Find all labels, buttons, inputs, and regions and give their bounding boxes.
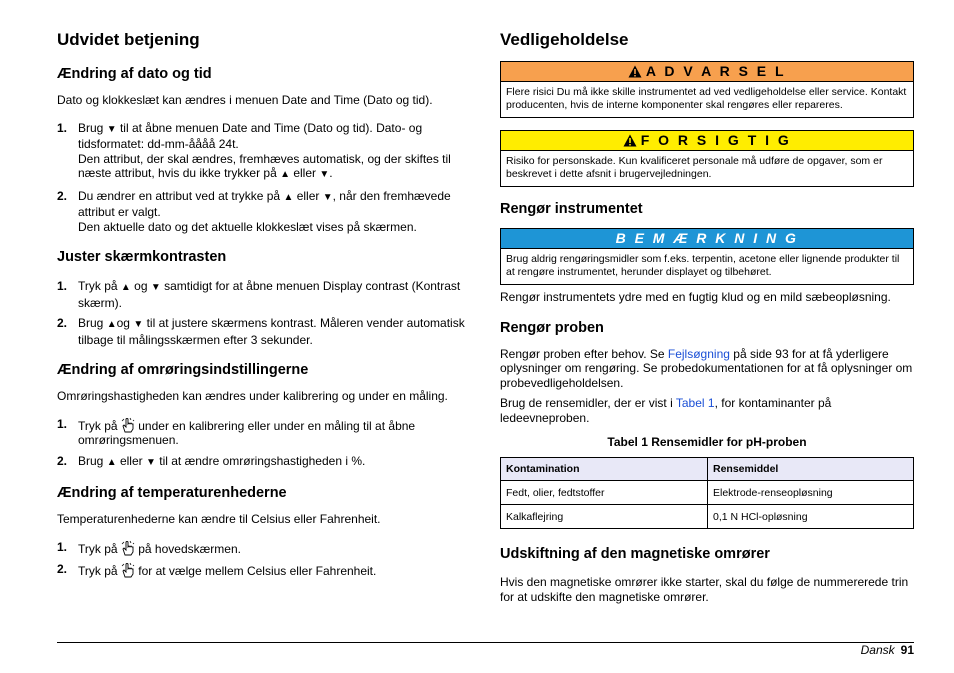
down-arrow-key-icon: ▼ — [106, 123, 117, 135]
list-item: 2. Tryk på for at vælge mellem Celsius eller Fahrenheit. — [57, 562, 377, 578]
warning-triangle-icon — [623, 134, 637, 147]
up-arrow-key-icon: ▲ — [120, 282, 131, 293]
list-item: 2. Brug ▲og ▼ til at justere skærmens kontrast. Måleren vender automatisk tilbage til målingsskærmen efter 3 sekunder. — [57, 316, 465, 347]
note-box — [500, 228, 914, 285]
contrast-steps — [57, 279, 467, 347]
caution-text: Risiko for personskade. Kun kvalificeret personale må udføre de opgaver, som er beskrevet i dette afsnit i brugervejledningen. — [506, 155, 883, 180]
heading-temperature-units: Ændring af temperaturenhederne — [57, 485, 287, 501]
temperature-steps — [57, 540, 467, 579]
down-arrow-key-icon: ▼ — [319, 169, 330, 180]
heading-stirring-settings: Ændring af omrøringsindstillingerne — [57, 362, 309, 378]
caution-box — [500, 130, 914, 187]
replace-stirrer-text: Hvis den magnetiske omrører ikke starter, skal du følge de nummererede trin for at udskifte den magnetiske omrører. — [500, 575, 909, 604]
up-arrow-key-icon: ▲ — [283, 191, 294, 203]
table-caption: Tabel 1 Rensemidler for pH-proben — [607, 435, 807, 449]
left-column — [57, 30, 467, 585]
right-column — [500, 30, 914, 604]
hand-pointer-icon — [121, 417, 135, 433]
clean-probe-paragraph-2: Brug de rensemidler, der er vist i Tabel 1, for kontaminanter på ledeevneproben. — [500, 396, 832, 425]
heading-change-date-time: Ændring af dato og tid — [57, 66, 212, 82]
down-arrow-key-icon: ▼ — [322, 191, 333, 203]
list-item: 2. Brug ▲ eller ▼ til at ændre omrøringshastigheden i %. — [57, 453, 366, 468]
caution-header: F O R S I G T I G — [501, 131, 913, 151]
down-arrow-key-icon: ▼ — [133, 319, 144, 330]
note-header: B E M Æ R K N I N G — [501, 229, 913, 249]
section-title-maintenance: Vedligeholdelse — [500, 30, 629, 49]
table-row — [501, 505, 914, 529]
troubleshooting-link[interactable]: Fejlsøgning — [667, 346, 730, 361]
column-header: Rensemiddel — [708, 458, 914, 481]
hand-pointer-icon — [121, 540, 135, 556]
temperature-intro: Temperaturenhederne kan ændre til Celsius eller Fahrenheit. — [57, 512, 381, 526]
hand-pointer-icon — [121, 562, 135, 578]
list-item: 1. Brug ▼ til at åbne menuen Date and Time (Dato og tid). Dato- og tidsformatet: dd-mm-åååå 24t. Den attribut, der skal ændres, fremhæves automatisk, og der skiftes til næste attribut, hvis du ikke trykker på ▲ eller ▼. — [57, 120, 451, 180]
heading-replace-stirrer: Udskiftning af den magnetiske omrører — [500, 546, 770, 562]
down-arrow-key-icon: ▼ — [145, 456, 156, 468]
page-footer — [861, 643, 914, 657]
clean-instrument-text: Rengør instrumentets ydre med en fugtig klud og en mild sæbeopløsning. — [500, 290, 891, 304]
table-row — [501, 481, 914, 505]
table-header-row — [501, 458, 914, 481]
footer-divider — [57, 642, 914, 643]
table-cell: 0,1 N HCl-opløsning — [708, 505, 914, 529]
clean-probe-paragraph-1: Rengør proben efter behov. Se Fejlsøgning på side 93 for at få yderligere oplysninger om rengøring. Se probedokumentationen for at få oplysninger om probevedligeholdelsen. — [500, 346, 913, 390]
heading-clean-probe: Rengør proben — [500, 319, 604, 336]
footer-language: Dansk — [860, 643, 895, 657]
warning-header: A D V A R S E L — [501, 62, 913, 82]
up-arrow-key-icon: ▲ — [106, 319, 117, 330]
list-item: 1. Tryk på på hovedskærmen. — [57, 539, 241, 556]
warning-text: Flere risici Du må ikke skille instrumentet ad ved vedligeholdelse eller service. Kontakt producenten, hvis de interne komponenter skal rengøres eller repareres. — [506, 86, 907, 111]
section-title-advanced-operation: Udvidet betjening — [57, 30, 200, 49]
stirring-intro: Omrøringshastigheden kan ændres under kalibrering og under en måling. — [57, 389, 448, 403]
date-time-steps — [57, 121, 467, 235]
list-item: 2. Du ændrer en attribut ved at trykke på ▲ eller ▼, når den fremhævede attribut er valgt. Den aktuelle dato og det aktuelle klokkeslæt vises på skærmen. — [57, 188, 451, 234]
table-cell: Kalkaflejring — [501, 505, 708, 529]
up-arrow-key-icon: ▲ — [280, 169, 290, 180]
warning-triangle-icon — [628, 65, 642, 78]
heading-clean-instrument: Rengør instrumentet — [500, 201, 643, 217]
down-arrow-key-icon: ▼ — [150, 282, 161, 293]
page-number: 91 — [900, 643, 914, 657]
table-cell: Elektrode-renseopløsning — [708, 481, 914, 505]
table-cell: Fedt, olier, fedtstoffer — [501, 481, 708, 505]
cleaning-agents-table — [500, 457, 914, 529]
up-arrow-key-icon: ▲ — [106, 456, 117, 468]
stirring-steps — [57, 417, 467, 471]
note-text: Brug aldrig rengøringsmidler som f.eks. terpentin, acetone eller lignende produkter til at rengøre instrumentet, herunder displayet og tilbehøret. — [506, 253, 900, 278]
list-item: 1. Tryk på ▲ og ▼ samtidigt for at åbne menuen Display contrast (Kontrast skærm). — [57, 279, 461, 310]
column-header: Kontamination — [501, 458, 708, 481]
table-1-link[interactable]: Tabel 1 — [675, 396, 715, 410]
date-time-intro: Dato og klokkeslæt kan ændres i menuen Date and Time (Dato og tid). — [57, 93, 433, 107]
warning-box — [500, 61, 914, 118]
heading-display-contrast: Juster skærmkontrasten — [57, 249, 227, 265]
list-item: 1. Tryk på under en kalibrering eller under en måling til at åbne omrøringsmenuen. — [57, 416, 416, 447]
